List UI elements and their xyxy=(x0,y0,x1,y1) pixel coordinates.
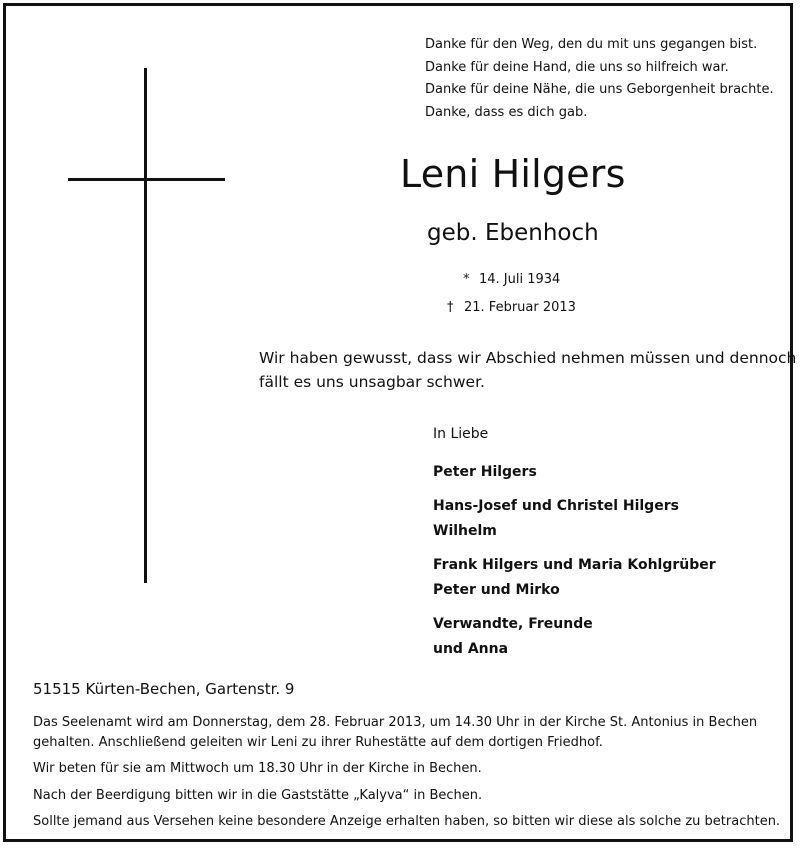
mourner-group xyxy=(433,494,716,544)
dagger-icon: † xyxy=(447,300,454,315)
birth-name: geb. Ebenhoch xyxy=(427,220,599,246)
mourner-line: Peter Hilgers xyxy=(433,464,537,480)
quote-line: Wir haben gewusst, dass wir Abschied nehmen müssen und dennoch xyxy=(259,349,797,367)
in-loving-memory-intro: In Liebe xyxy=(433,426,489,442)
mourner-group xyxy=(433,460,716,485)
poem xyxy=(425,34,774,124)
birth-date xyxy=(463,272,560,287)
mourner-group xyxy=(433,553,716,603)
quote-line: fällt es uns unsagbar schwer. xyxy=(259,373,485,391)
notice-line: Wir beten für sie am Mittwoch um 18.30 Uhr in der Kirche in Bechen. xyxy=(33,761,482,776)
birth-star-icon: * xyxy=(463,272,470,287)
notice-line: gehalten. Anschließend geleiten wir Leni zu ihrer Ruhestätte auf dem dortigen Friedhof. xyxy=(33,734,603,750)
service-notices xyxy=(33,713,781,839)
mourner-line: und Anna xyxy=(433,641,509,657)
deceased-name: Leni Hilgers xyxy=(400,152,626,196)
notice-paragraph xyxy=(33,786,778,806)
cross-vertical-beam xyxy=(144,68,147,583)
mourner-line: Peter und Mirko xyxy=(433,582,560,598)
notice-paragraph xyxy=(33,812,781,832)
notice-line: Sollte jemand aus Versehen keine besondere Anzeige erhalten haben, so bitten wir diese als solche zu betrachten. xyxy=(33,814,781,829)
mourner-line: Wilhelm xyxy=(433,523,497,539)
mourners-list xyxy=(433,460,716,671)
mourner-line: Verwandte, Freunde xyxy=(433,616,593,632)
mourner-line: Hans-Josef und Christel Hilgers xyxy=(433,498,679,514)
mourner-group xyxy=(433,612,716,662)
cross-horizontal-beam xyxy=(68,178,225,181)
poem-line: Danke für deine Nähe, die uns Geborgenheit brachte. xyxy=(425,82,774,97)
mourner-line: Frank Hilgers und Maria Kohlgrüber xyxy=(433,557,716,573)
poem-line: Danke, dass es dich gab. xyxy=(425,104,588,120)
quote xyxy=(259,346,796,394)
death-date-text: 21. Februar 2013 xyxy=(464,300,576,315)
birth-date-text: 14. Juli 1934 xyxy=(479,272,561,287)
notice-line: Nach der Beerdigung bitten wir in die Gaststätte „Kalyva“ in Bechen. xyxy=(33,787,483,803)
notice-paragraph xyxy=(33,713,778,752)
notice-line: Das Seelenamt wird am Donnerstag, dem 28. Februar 2013, um 14.30 Uhr in der Kirche St. Antonius in Bechen xyxy=(33,715,758,730)
family-address: 51515 Kürten-Bechen, Gartenstr. 9 xyxy=(33,680,295,698)
notice-paragraph xyxy=(33,759,778,779)
poem-line: Danke für den Weg, den du mit uns gegangen bist. xyxy=(425,37,758,52)
death-date xyxy=(447,300,576,315)
poem-line: Danke für deine Hand, die uns so hilfreich war. xyxy=(425,59,729,75)
